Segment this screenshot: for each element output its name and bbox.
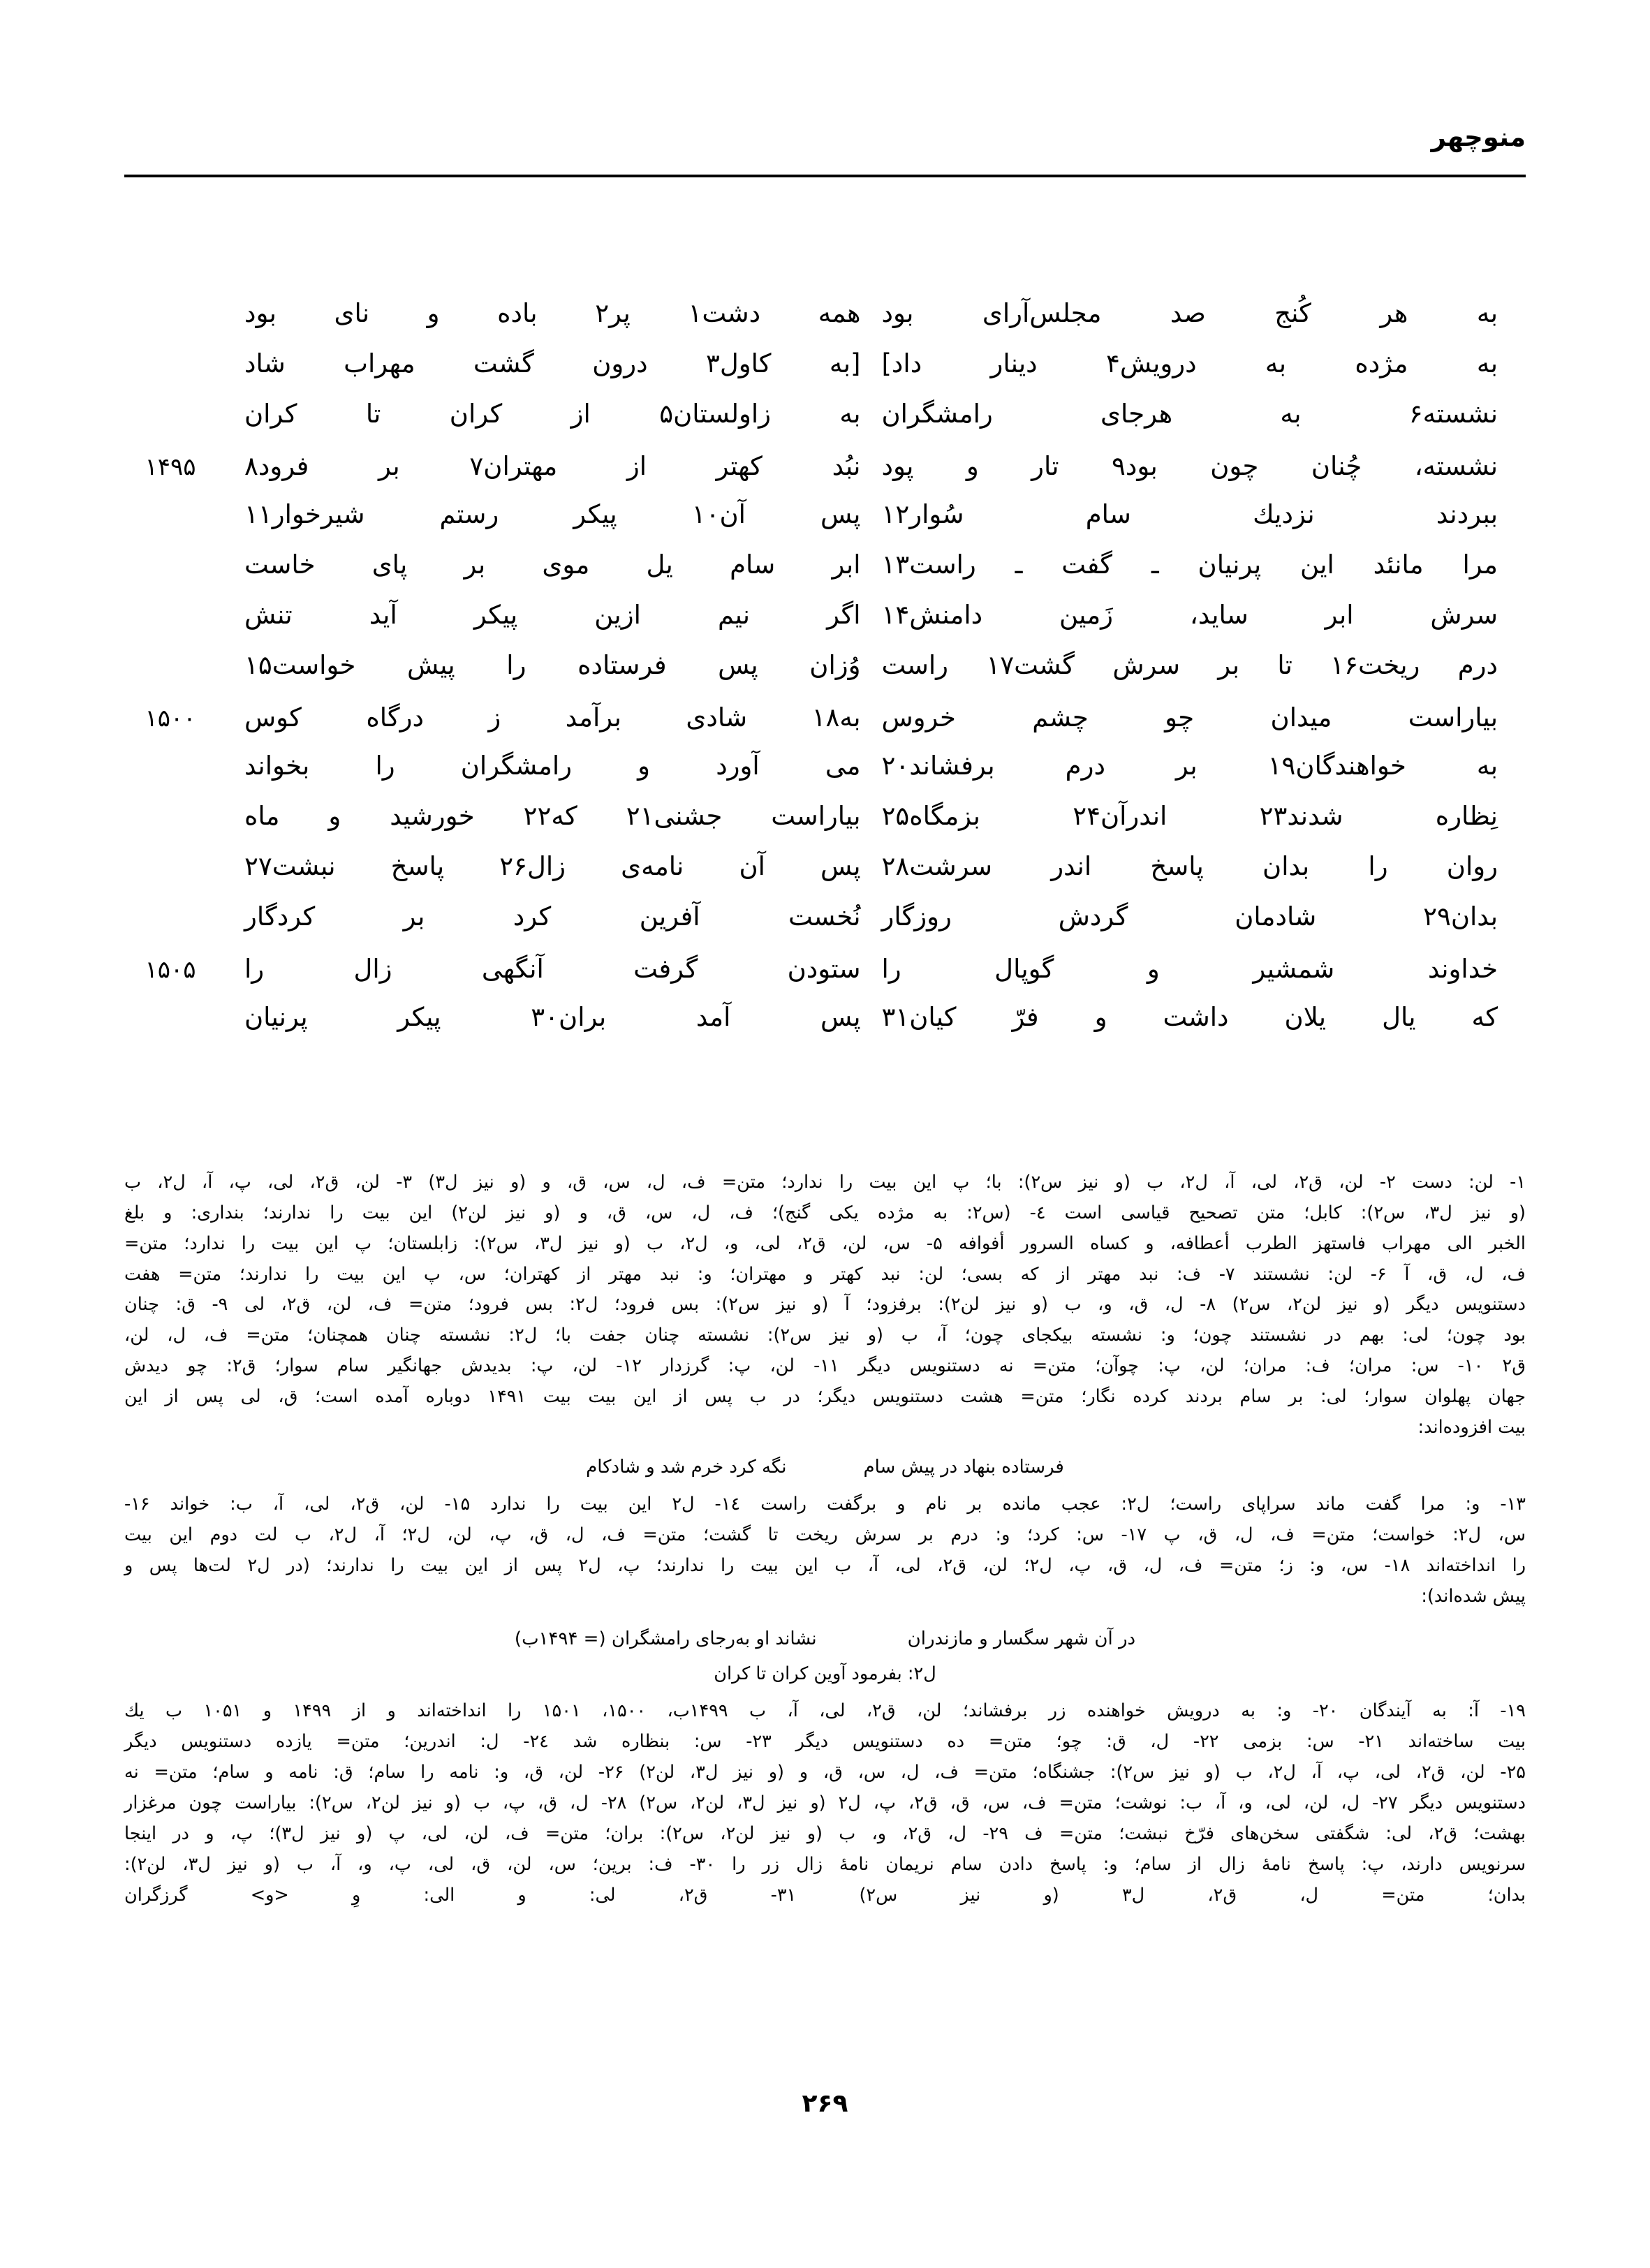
quoted-hemistich-right: در آن شهر سگسار و مازندران [907,1628,1136,1649]
verse-row [124,954,1526,1004]
verse-number [124,921,216,925]
apparatus-line: دستنویس دیگر (و نیز لن۲، س۲) ۸- ل، ق، و، ب (و نیز لن۲): برفزود؛ آ (و نیز س۲): بس فرود؛ ل۲: بس فرود؛ متن= ف، لن، ق۲، لى ۹- ق: چنان [124,1294,1526,1316]
hemistich-left: نشسته۶ به هرجاى رامشگران [881,399,1498,429]
verse-number [124,519,216,523]
apparatus-line: بود چون؛ لى: بهم در نشستند چون؛ و: نشسته بیکجاى چون؛ آ، ب (و نیز س۲): نشسته چنان جفت با؛ ل۲: نشسته چنان همچنان؛ متن= ف، ل، لن، [124,1325,1526,1346]
hemistich-left: ببردند نزدیك سام سُوار۱۲ [881,499,1498,529]
apparatus-quoted-verse-1 [124,1452,1526,1483]
hemistich-left: نِظاره شدند۲۳ اندرآن۲۴ بزمگاه۲۵ [881,801,1498,831]
hemistich-left: مرا مانئد این پرنیان ـ گفت ـ راست۱۳ [881,550,1498,580]
page-number: ۲۶۹ [802,2089,848,2118]
verse-number: ۱۵۰۰ [145,705,196,732]
quoted-hemistich-left: نگه کرد خرم شد و شادکام [586,1456,787,1478]
apparatus-line: ۱۳- و: مرا گفت ماند سراپاى راست؛ ل۲: عجب مانده بر نام و برگفت راست ۱٤- ل۲ این بیت را ندارد ۱۵- لن، ق۲، لى، آ، ب: خواند ۱۶- [124,1494,1526,1515]
hemistich-right: نُخست آفرین کرد بر کردگار [244,901,861,932]
running-head-title: منوچهر [1431,122,1526,152]
verse-row [124,602,1526,652]
hemistich-right: [به کاول۳ درون گشت مهراب شاد [244,348,861,378]
hemistich-right: ابر سام یل موى بر پاى خاست [244,550,861,580]
apparatus-line: بیت ساخته‌اند ۲۱- س: بزمى ۲۲- ل، ق: چو؛ متن= ده دستنویس دیگر ۲۳- س: بنظاره شد ۲٤- ل: اندرین؛ متن= یازده دستنویس دیگر [124,1731,1526,1753]
hemistich-right: بیاراست جشنى۲۱ که۲۲ خورشید و ماه [244,801,861,831]
verse-row [124,552,1526,602]
apparatus-line: بهشت؛ ق۲، لى: شگفتى سخن‌هاى فرّخ نبشت؛ متن= ف ۲۹- ل، ق۲، و، ب (و نیز لن۲، س۲): بران؛ متن= ف، لن، لى، پ (و نیز ل۳)؛ پ، و در اینجا [124,1822,1526,1844]
verse-number [124,820,216,825]
verse-row [124,652,1526,702]
hemistich-left: روان را بدان پاسخ اندر سرشت۲۸ [881,851,1498,881]
verse-number [124,1022,216,1026]
apparatus-line: دستنویس دیگر ۲۷- ل، لن، لى، و، آ، ب: نوشت؛ متن= ف، س، ق، ق۲، پ، ل۲ (و نیز ل۳، لن۲، س۲) ۲۸- ل، ق، پ، ب (و نیز لن۲، س۲): بیاراست چون مرغزار [124,1792,1526,1814]
apparatus-line: ۱- لن: دست ۲- لن، ق۲، لى، آ، ل۲، ب (و نیز س۲): با؛ پ این بیت را ندارد؛ متن= ف، ل، س، ق، و (و نیز ل۳) ۳- لن، ق۲، لى، پ، آ، ل۲، ب [124,1172,1526,1193]
hemistich-right: پس آن۱۰ پیکر رستم شیرخوار۱۱ [244,499,861,529]
apparatus-line: بدان؛ متن= ل، ق۲، ل۳ (و نیز س۲) ۳۱- ق۲، لى: و الى: وِ <و> گرزگران [124,1884,1526,1906]
apparatus-line: ق۲ ۱۰- س: مران؛ ف: مران؛ لن، پ: چوآن؛ متن= نه دستنویس دیگر ۱۱- لن، پ: گرزدار ۱۲- لن، پ: بدیدش جهانگیر سام سوار؛ ق۲: چو دیدش [124,1355,1526,1377]
apparatus-line: الخبر الى مهراب فاستهز الطرب أعطافه، و کساه السرور أفوافه ۵- س، لن، ق۲، لى، و، ل۲، ب (و نیز ل۳، س۲): زابلستان؛ پ این بیت را ندارد؛ متن= [124,1232,1526,1254]
hemistich-left: بدان۲۹ شادمان گردش روزگار [881,901,1498,932]
verse-number [124,670,216,674]
apparatus-quoted-verse-2 [124,1623,1526,1655]
hemistich-right: همه دشت۱ پر۲ باده و ناى بود [244,298,861,328]
verse-number [124,871,216,875]
apparatus-line: جهان پهلوان سوار؛ لى: بر سام بردند کرده نگار؛ متن= هشت دستنویس دیگر؛ در ب پس از این بیت بیت ۱۴۹۱ دوباره آمده است؛ ق، لى پس از این [124,1386,1526,1408]
apparatus-line: ۱۹- آ: به آیندگان ۲۰- و: به درویش خواهنده زر برفشاند؛ لن، ق۲، لى، آ، ب ۱۴۹۹ب، ۱۵۰۰، ۱۵۰۱ را انداخته‌اند و از ۱۴۹۹ و ۱۰۵۱ ب یك [124,1700,1526,1722]
verse-number [124,619,216,624]
verse-number: ۱۴۹۵ [145,453,196,481]
verse-number: ۱۵۰۵ [145,956,196,984]
hemistich-left: بیاراست میدان چو چشم خروس [881,702,1498,732]
hemistich-right: به۱۸ شادى برآمد ز درگاه کوس [244,702,861,732]
hemistich-left: نشسته، چُنان چون بود۹ تار و پود [881,451,1498,481]
hemistich-left: به هر کُنج صد مجلس‌آراى بود [881,298,1498,328]
hemistich-left: که یال یلان داشت و فرّ کیان۳۱ [881,1002,1498,1032]
critical-apparatus [124,1168,1526,1910]
quoted-hemistich-right: فرستاده بنهاد در پیش سام [863,1456,1064,1478]
apparatus-line: ف، ل، ق، آ ۶- لن: نشستند ۷- ف: نبد مهتر از که بسى؛ لن: نبد کهتر و مهتران؛ و: نبد مهتر از کهتران؛ س، پ این بیت را ندارند؛ متن= هفت [124,1263,1526,1285]
verse-number [124,368,216,372]
verse-number [124,418,216,422]
hemistich-right: ستودن گرفت آنگهى زال را [244,954,861,984]
verse-row [124,300,1526,351]
apparatus-paragraph-2 [124,1489,1526,1612]
apparatus-line: را انداخته‌اند ۱۸- س، و: ز؛ متن= ف، ل، ق، پ، ل۲؛ لن، ق۲، لى، آ، ب این بیت را ندارند؛ پ، ل۲ پس از این بیت را ندارند؛ (در ل۲ لت‌ها پس و [124,1555,1526,1577]
verse-number [124,770,216,774]
verse-number [124,569,216,573]
running-head [124,124,1526,187]
apparatus-line: س، ل۲: خواست؛ متن= ف، ل، ق، پ ۱۷- س: کرد؛ و: درم بر سرش ریخت تا گشت؛ متن= ف، ل، ق، پ، لن، ل۲؛ آ، ل۲، ب لت دوم این بیت [124,1524,1526,1546]
verse-row [124,702,1526,753]
verse-row [124,501,1526,552]
hemistich-left: به خواهندگان۱۹ بر درم برفشاند۲۰ [881,751,1498,781]
apparatus-line: سرنویس دارند، پ: پاسخ نامهٔ زال از سام؛ و: پاسخ دادن سام نریمان نامهٔ زال زر را ۳۰- ف: برین؛ س، لن، ق، لى، پ، و، آ، ب (و نیز ل۳، لن۲): [124,1853,1526,1875]
apparatus-line: ۲۵- لن، ق۲، لى، پ، آ، ل۲، ب (و نیز س۲): جشنگاه؛ متن= ف، ل، س، ق، و (و نیز ل۳، لن۲) ۲۶- لن، ق، و: نامه را سام؛ ق: نامه و سام؛ متن= نه [124,1762,1526,1783]
hemistich-right: پس آمد بران۳۰ پیکر پرنیان [244,1002,861,1032]
verse-row [124,451,1526,501]
apparatus-line: پیش شده‌اند): [1421,1586,1526,1607]
hemistich-left: به مژده به درویش۴ دینار داد] [881,348,1498,378]
verse-row [124,753,1526,803]
apparatus-line: (و نیز ل۳، س۲): کابل؛ متن تصحیح قیاسى است ٤- (س۲: به مژده یکى گنج)؛ ف، ل، س، ق، و (و نیز لن۲) این بیت را ندارند؛ بنداری: و بلغ [124,1202,1526,1223]
apparatus-paragraph-3 [124,1696,1526,1910]
verse-row [124,401,1526,451]
verse-block [124,300,1526,1054]
header-divider [124,175,1526,177]
apparatus-paragraph-1 [124,1168,1526,1443]
hemistich-right: اگر نیم ازین پیکر آید تنش [244,600,861,630]
hemistich-left: درم ریخت۱۶ تا بر سرش گشت۱۷ راست [881,650,1498,680]
verse-number [124,318,216,322]
hemistich-left: سرش ابر ساید، زَمین دامنش۱۴ [881,600,1498,630]
verse-row [124,803,1526,853]
apparatus-quote-variant: ل۲: بفرمود آوین کران تا کران [714,1663,936,1684]
verse-row [124,1004,1526,1054]
verse-row [124,853,1526,904]
hemistich-right: وُزان پس فرستاده را پیش خواست۱۵ [244,650,861,680]
apparatus-line: بیت افزوده‌اند: [1417,1416,1526,1438]
hemistich-right: پس آن نامه‌ى زال۲۶ پاسخ نبشت۲۷ [244,851,861,881]
verse-row [124,901,1526,954]
hemistich-right: نبُد کهتر از مهتران۷ بر فرود۸ [244,451,861,481]
hemistich-right: به زاولستان۵ از کران تا کران [244,399,861,429]
quoted-hemistich-left: نشاند او به‌رجاى رامشگران (= ۱۴۹۴ب) [514,1628,817,1649]
verse-row [124,348,1526,401]
hemistich-left: خداوند شمشیر و گوپال را [881,954,1498,984]
hemistich-right: مى آورد و رامشگران را بخواند [244,751,861,781]
